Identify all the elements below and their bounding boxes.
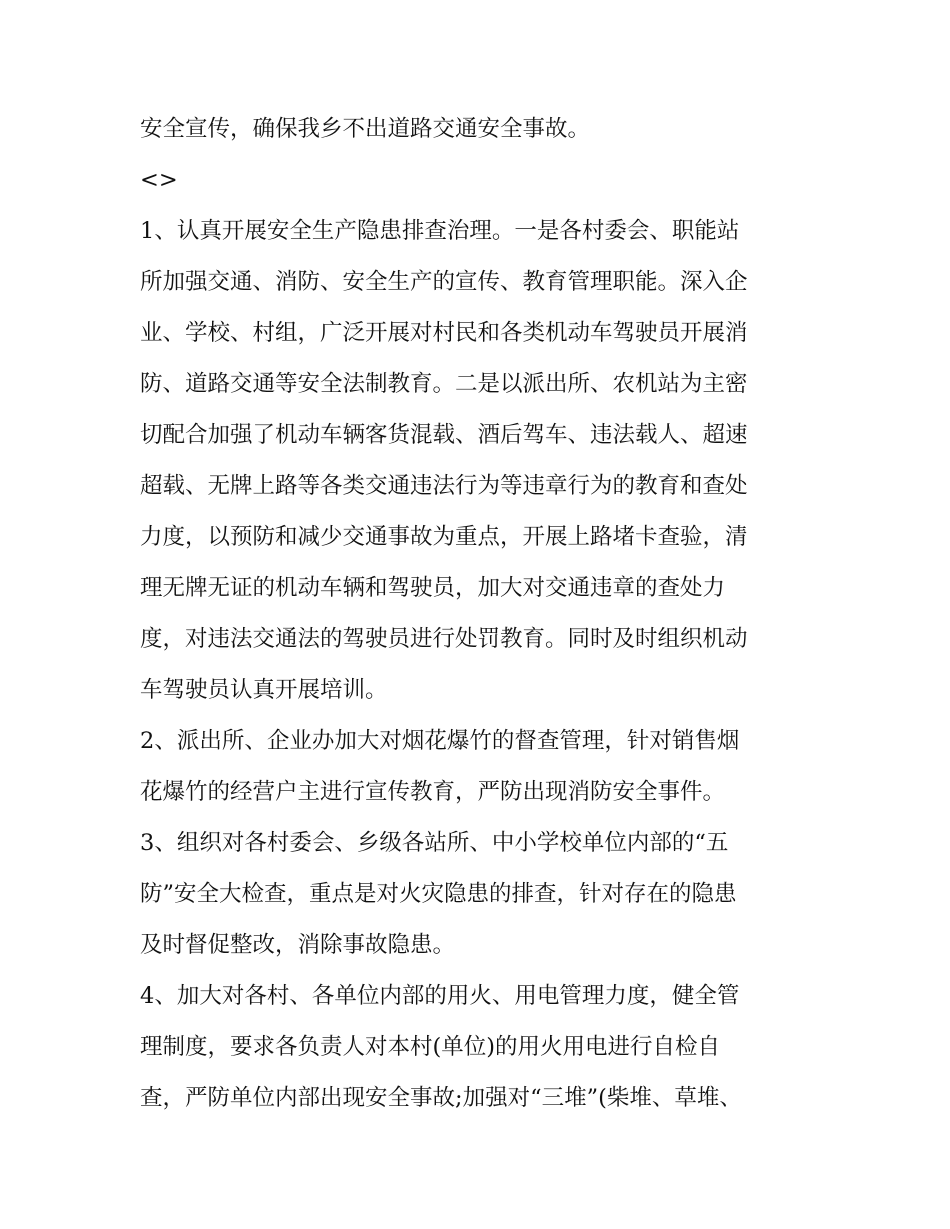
document-body (140, 104, 820, 1124)
text-line: 防”安全大检查，重点是对火灾隐患的排查，针对存在的隐患 (140, 881, 737, 907)
text-line: 1、认真开展安全生产隐患排查治理。一是各村委会、职能站 (140, 218, 740, 244)
text-line: 业、学校、村组，广泛开展对村民和各类机动车驾驶员开展消 (140, 320, 748, 346)
text-line: 理制度，要求各负责人对本村(单位)的用火用电进行自检自 (140, 1034, 721, 1060)
text-line: 防、道路交通等安全法制教育。二是以派出所、农机站为主密 (140, 371, 748, 397)
text-line: 力度，以预防和减少交通事故为重点，开展上路堵卡查验，清 (140, 524, 748, 550)
text-line: 及时督促整改，消除事故隐患。 (140, 932, 456, 958)
text-line: 4、加大对各村、各单位内部的用火、用电管理力度，健全管 (140, 983, 740, 1009)
text-line: 查，严防单位内部出现安全事故;加强对“三堆”(柴堆、草堆、 (140, 1085, 742, 1111)
text-line: 超载、无牌上路等各类交通违法行为等违章行为的教育和查处 (140, 473, 748, 499)
text-line: 所加强交通、消防、安全生产的宣传、教育管理职能。深入企 (140, 269, 748, 295)
text-line: 切配合加强了机动车辆客货混载、酒后驾车、违法载人、超速 (140, 422, 748, 448)
text-line: 理无牌无证的机动车辆和驾驶员，加大对交通违章的查处力 (140, 575, 726, 601)
text-line: 度，对违法交通法的驾驶员进行处罚教育。同时及时组织机动 (140, 626, 748, 652)
text-line: 花爆竹的经营户主进行宣传教育，严防出现消防安全事件。 (140, 779, 726, 805)
text-line: 3、组织对各村委会、乡级各站所、中小学校单位内部的“五 (140, 830, 729, 856)
text-line: 安全宣传，确保我乡不出道路交通安全事故。 (140, 116, 591, 142)
text-line: 2、派出所、企业办加大对烟花爆竹的督查管理，针对销售烟 (140, 728, 740, 754)
text-line: <> (140, 167, 178, 193)
text-line: 车驾驶员认真开展培训。 (140, 677, 388, 703)
